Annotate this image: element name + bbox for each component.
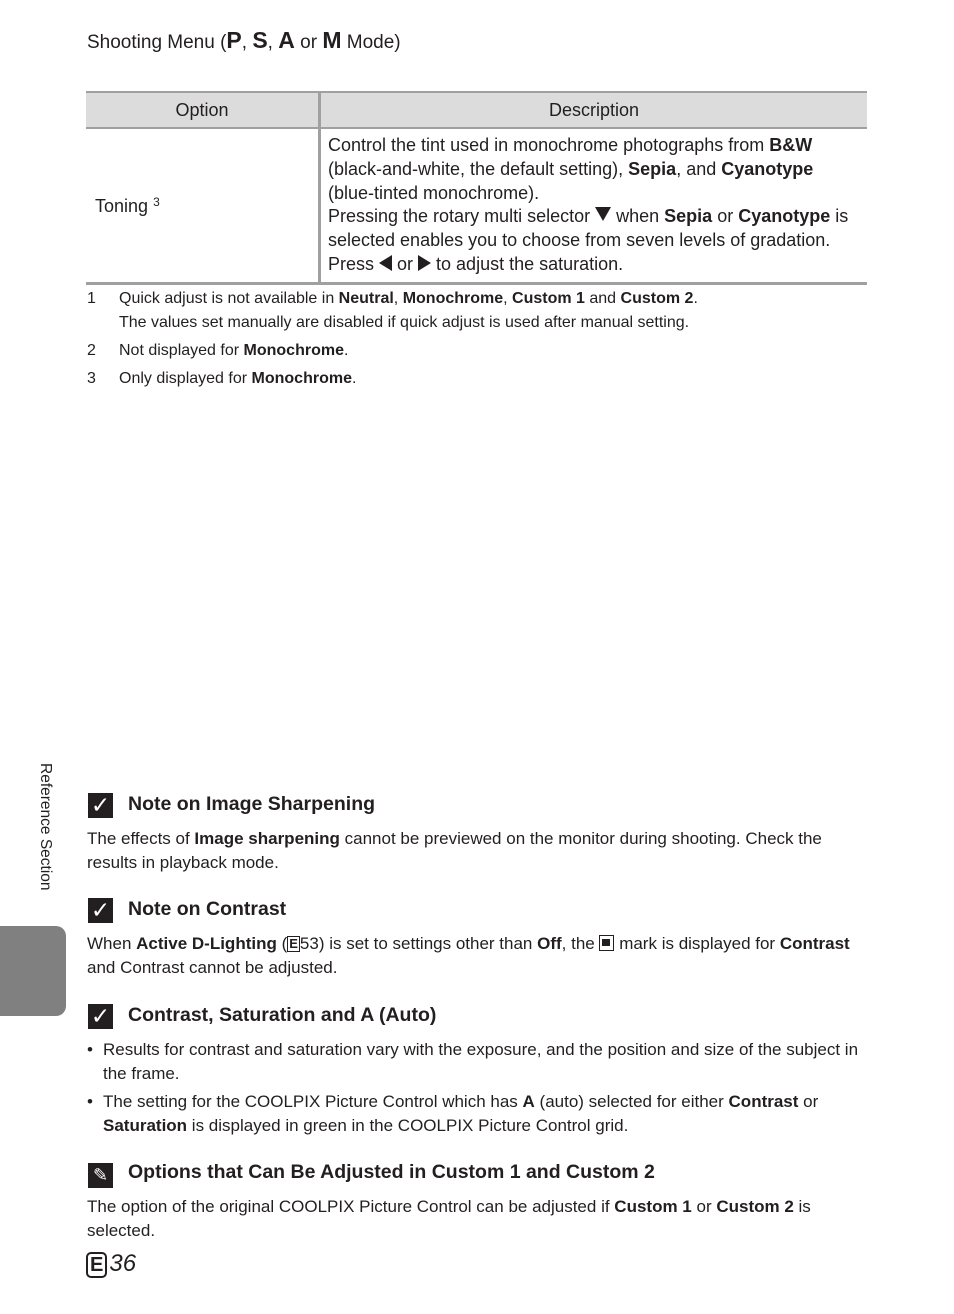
note-title-contrast: ✓ Note on Contrast [88, 895, 286, 923]
table-header-row [86, 92, 867, 128]
bullet-icon: • [87, 1092, 93, 1111]
column-header-option: Option [86, 92, 320, 128]
check-note-icon: ✓ [88, 898, 113, 923]
note-text-image-sharpening: The effects of Image sharpening cannot be previewed on the monitor during shooting. Check the results in playback mode. [87, 829, 822, 872]
note-title-custom-options: ✎ Options that Can Be Adjusted in Custom 1 and Custom 2 [88, 1158, 655, 1188]
footnote-1: 1 Quick adjust is not available in Neutral, Monochrome, Custom 1 and Custom 2. The values set manually are disabled if quick adjust is used after manual setting. [87, 290, 698, 331]
side-section-label: Reference Section [37, 763, 54, 891]
section-tab-marker [0, 926, 66, 1016]
column-header-description: Description [320, 92, 868, 128]
check-note-icon: ✓ [88, 1004, 113, 1029]
note-text-custom-options: The option of the original COOLPIX Picture Control can be adjusted if Custom 1 or Custom 2 is selected. [87, 1197, 811, 1240]
mode-a-icon: A [278, 27, 295, 53]
mode-s-icon: S [252, 27, 268, 53]
list-item: • The setting for the COOLPIX Picture Control which has A (auto) selected for either Contrast or Saturation is displayed in green in the COOLPIX Picture Control grid. [87, 1092, 819, 1135]
note-title-contrast-saturation-auto: ✓ Contrast, Saturation and A (Auto) [88, 1001, 436, 1029]
table-row [86, 128, 867, 283]
note-text-contrast: When Active D-Lighting ( E 53) is set to settings other than Off, the mark is displayed for Contrast and Contrast cannot be adjusted. [87, 934, 850, 977]
list-item: • Results for contrast and saturation vary with the exposure, and the position and size of the subject in the frame. [87, 1040, 859, 1083]
option-table [86, 91, 867, 285]
reference-e-icon: E [86, 1252, 107, 1278]
description-cell: Control the tint used in monochrome photographs from B&W (black-and-white, the default setting), Sepia, and Cyanotype (blue-tinted monochrome). Pressing the rotary multi selector when Sepia or Cyanotype is selected enables you to choose from seven levels of gradation. Press or to adjust the saturation. [320, 128, 868, 283]
pencil-note-icon: ✎ [88, 1163, 113, 1188]
arrow-left-icon [379, 255, 392, 271]
footnote-ref: 3 [153, 195, 160, 210]
active-d-lighting-mark-icon [599, 935, 614, 951]
bullet-icon: • [87, 1040, 93, 1059]
arrow-down-icon [595, 207, 611, 221]
option-cell: Toning $^3$ [86, 128, 320, 283]
arrow-right-icon [418, 255, 431, 271]
mode-p-icon: P [226, 27, 242, 53]
footnote-2: 2 Not displayed for Monochrome. [87, 342, 349, 359]
check-note-icon: ✓ [88, 793, 113, 818]
note-title-image-sharpening: ✓ Note on Image Sharpening [88, 790, 375, 818]
page-number: E 36 [86, 1250, 136, 1278]
footnote-3: 3 Only displayed for Monochrome. [87, 370, 357, 387]
mode-m-icon: M [322, 27, 342, 53]
page-header: Shooting Menu (P, S, A or M Mode) [87, 27, 401, 53]
reference-e-icon: E [289, 936, 298, 951]
